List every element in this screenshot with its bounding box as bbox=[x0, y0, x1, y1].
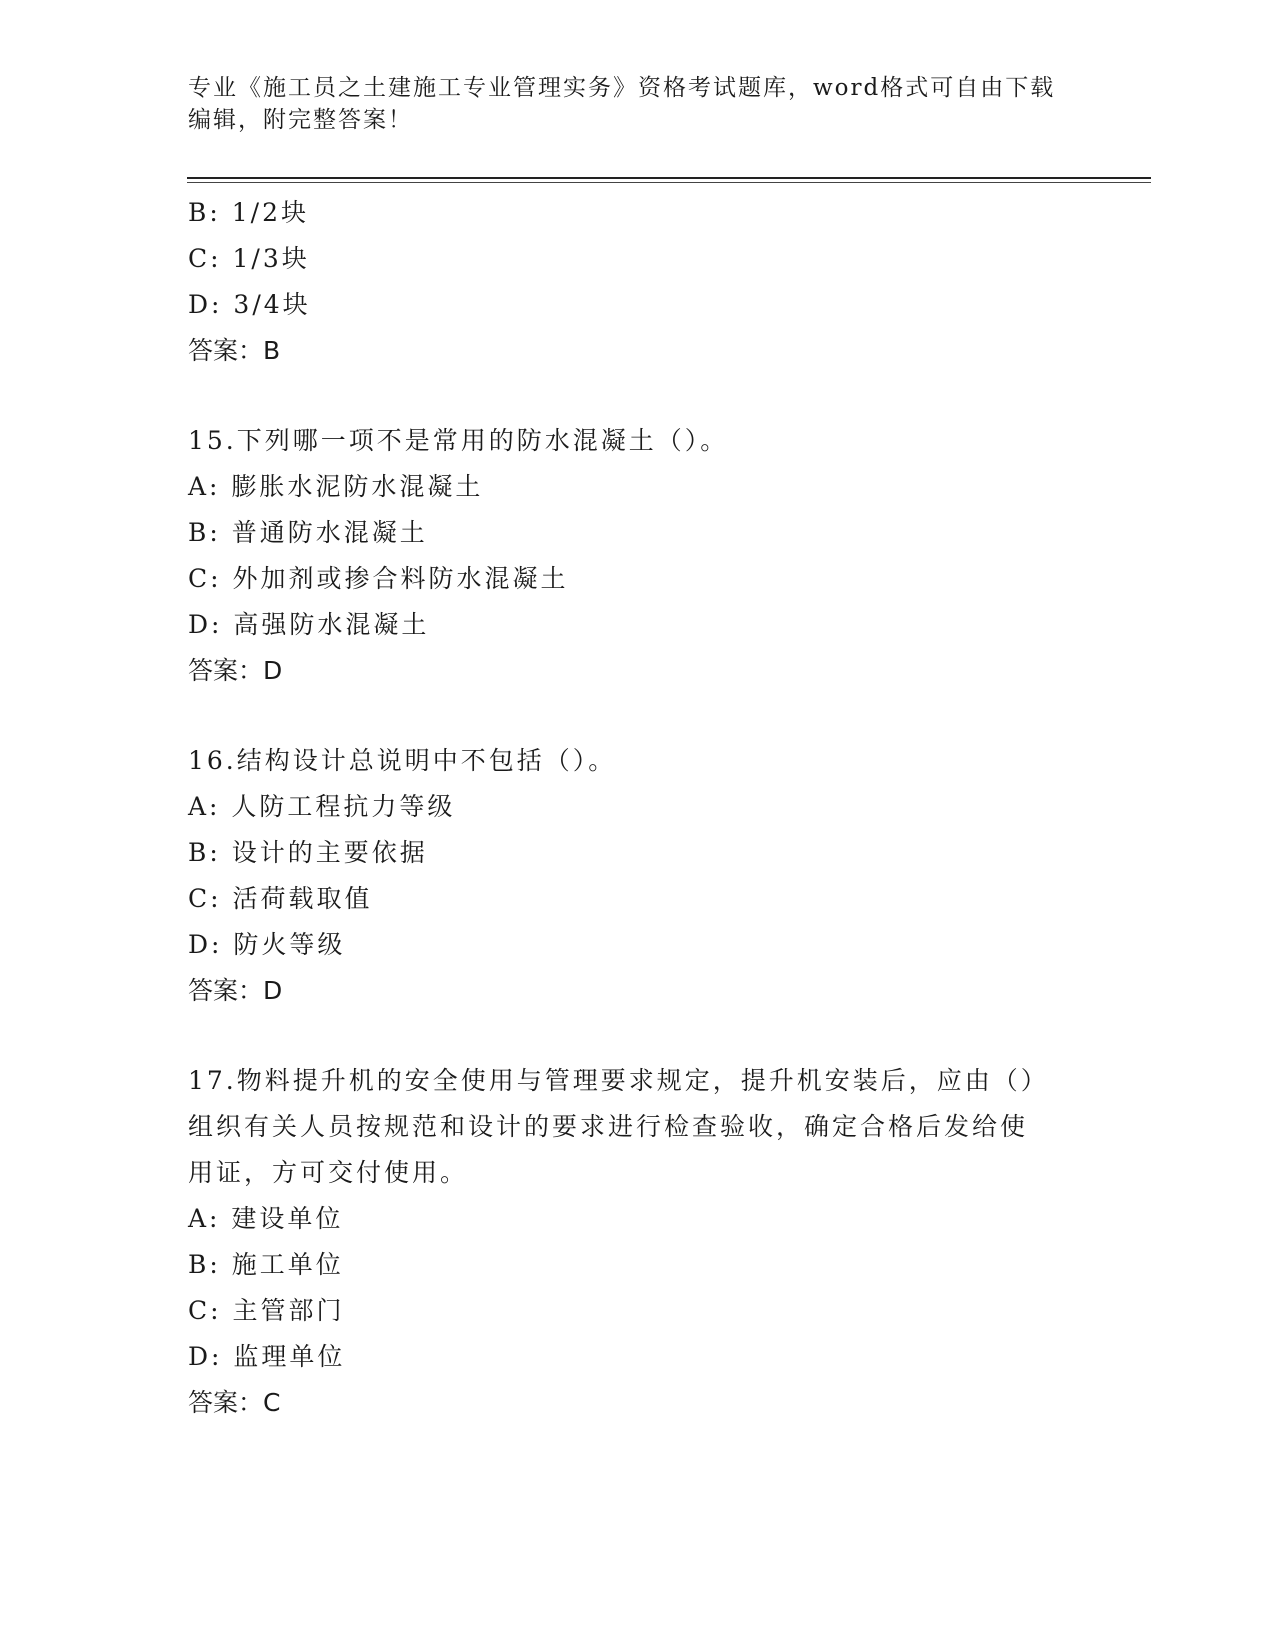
question-stem-line-1: 17.物料提升机的安全使用与管理要求规定，提升机安装后，应由（） bbox=[188, 1066, 1049, 1095]
option-d: D: 高强防水混凝土 bbox=[188, 610, 430, 639]
option-c: C: 1/3块 bbox=[188, 244, 310, 273]
answer-line: 答案：D bbox=[188, 656, 283, 685]
option-c: C: 活荷载取值 bbox=[188, 884, 373, 913]
option-c: C: 外加剂或掺合料防水混凝土 bbox=[188, 564, 569, 593]
option-a: A: 膨胀水泥防水混凝土 bbox=[188, 472, 484, 501]
option-b: B: 设计的主要依据 bbox=[188, 838, 428, 867]
question-content bbox=[188, 190, 1088, 1426]
header-divider bbox=[187, 177, 1151, 179]
option-d: D: 防火等级 bbox=[188, 930, 346, 959]
option-b: B: 普通防水混凝土 bbox=[188, 518, 428, 547]
question-stem-line-3: 用证，方可交付使用。 bbox=[188, 1158, 469, 1187]
question-16 bbox=[188, 738, 1088, 1014]
question-stem: 15.下列哪一项不是常用的防水混凝土（）。 bbox=[188, 426, 729, 455]
option-c: C: 主管部门 bbox=[188, 1296, 345, 1325]
option-a: A: 人防工程抗力等级 bbox=[188, 792, 456, 821]
question-17 bbox=[188, 1058, 1088, 1426]
answer-line: 答案：D bbox=[188, 976, 283, 1005]
option-b: B: 施工单位 bbox=[188, 1250, 344, 1279]
question-15 bbox=[188, 418, 1088, 694]
option-b: B: 1/2块 bbox=[188, 198, 309, 227]
answer-line: 答案：B bbox=[188, 336, 281, 365]
question-stem: 16.结构设计总说明中不包括（）。 bbox=[188, 746, 617, 775]
option-d: D: 监理单位 bbox=[188, 1342, 346, 1371]
option-d: D: 3/4块 bbox=[188, 290, 311, 319]
question-stem-line-2: 组织有关人员按规范和设计的要求进行检查验收，确定合格后发给使 bbox=[188, 1112, 1029, 1141]
answer-line: 答案：C bbox=[188, 1388, 281, 1417]
header-divider-thin bbox=[187, 182, 1151, 183]
option-a: A: 建设单位 bbox=[188, 1204, 344, 1233]
document-header: 专业《施工员之土建施工专业管理实务》资格考试题库，word格式可自由下载编辑，附完整答案！ bbox=[188, 75, 1056, 133]
question-14-continued bbox=[188, 190, 1088, 374]
